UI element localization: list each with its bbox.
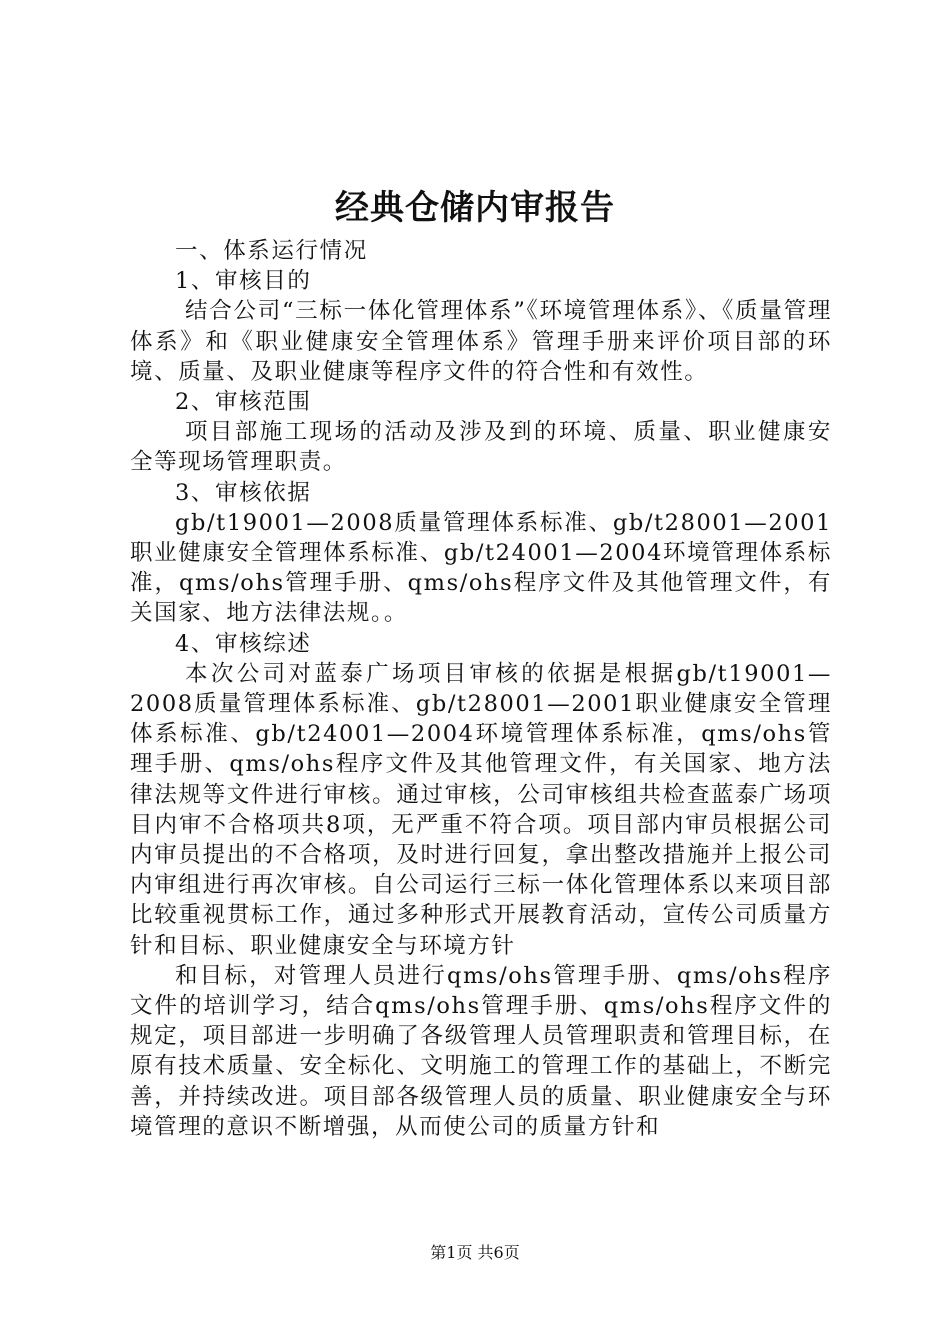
document-title: 经典仓储内审报告	[335, 188, 615, 228]
paragraph: 项目部施工现场的活动及涉及到的环境、质量、职业健康安全等现场管理职责。	[130, 419, 832, 476]
paragraph: 1、审核目的	[175, 268, 312, 295]
page-footer: 第1页 共6页	[430, 1243, 520, 1262]
paragraph: 和目标，对管理人员进行qms/ohs管理手册、qms/ohs程序文件的培训学习，结合qms/ohs管理手册、qms/ohs程序文件的规定，项目部进一步明确了各级管理人员管理职责和管理目标，在原有技术质量、安全标化、文明施工的管理工作的基础上，不断完善，并持续改进。项目部各级管理人员的质量、职业健康安全与环境管理的意识不断增强，从而使公司的质量方针和	[130, 962, 832, 1140]
paragraph: 本次公司对蓝泰广场项目审核的依据是根据gb/t19001—2008质量管理体系标准、gb/t28001—2001职业健康安全管理体系标准、gb/t24001—2004环境管理体系标准，qms/ohs管理手册、qms/ohs程序文件及其他管理文件，有关国家、地方法律法规等文件进行审核。通过审核，公司审核组共检查蓝泰广场项目内审不合格项共8项，无严重不符合项。项目部内审员根据公司内审员提出的不合格项，及时进行回复，拿出整改措施并上报公司内审组进行再次审核。自公司运行三标一体化管理体系以来项目部比较重视贯标工作，通过多种形式开展教育活动，宣传公司质量方针和目标、职业健康安全与环境方针	[130, 660, 832, 959]
paragraph: 结合公司“三标一体化管理体系”《环境管理体系》、《质量管理体系》和《职业健康安全管理体系》管理手册来评价项目部的环境、质量、及职业健康等程序文件的符合性和有效性。	[130, 298, 832, 385]
paragraph: 一、体系运行情况	[175, 238, 368, 264]
paragraph: 4、审核综述	[175, 630, 312, 657]
document-body	[130, 236, 832, 1142]
paragraph: 2、审核范围	[175, 389, 312, 416]
paragraph: 3、审核依据	[175, 479, 312, 506]
paragraph: gb/t19001—2008质量管理体系标准、gb/t28001—2001职业健康安全管理体系标准、gb/t24001—2004环境管理体系标准，qms/ohs管理手册、qms/ohs程序文件及其他管理文件，有关国家、地方法律法规。。	[130, 509, 832, 627]
